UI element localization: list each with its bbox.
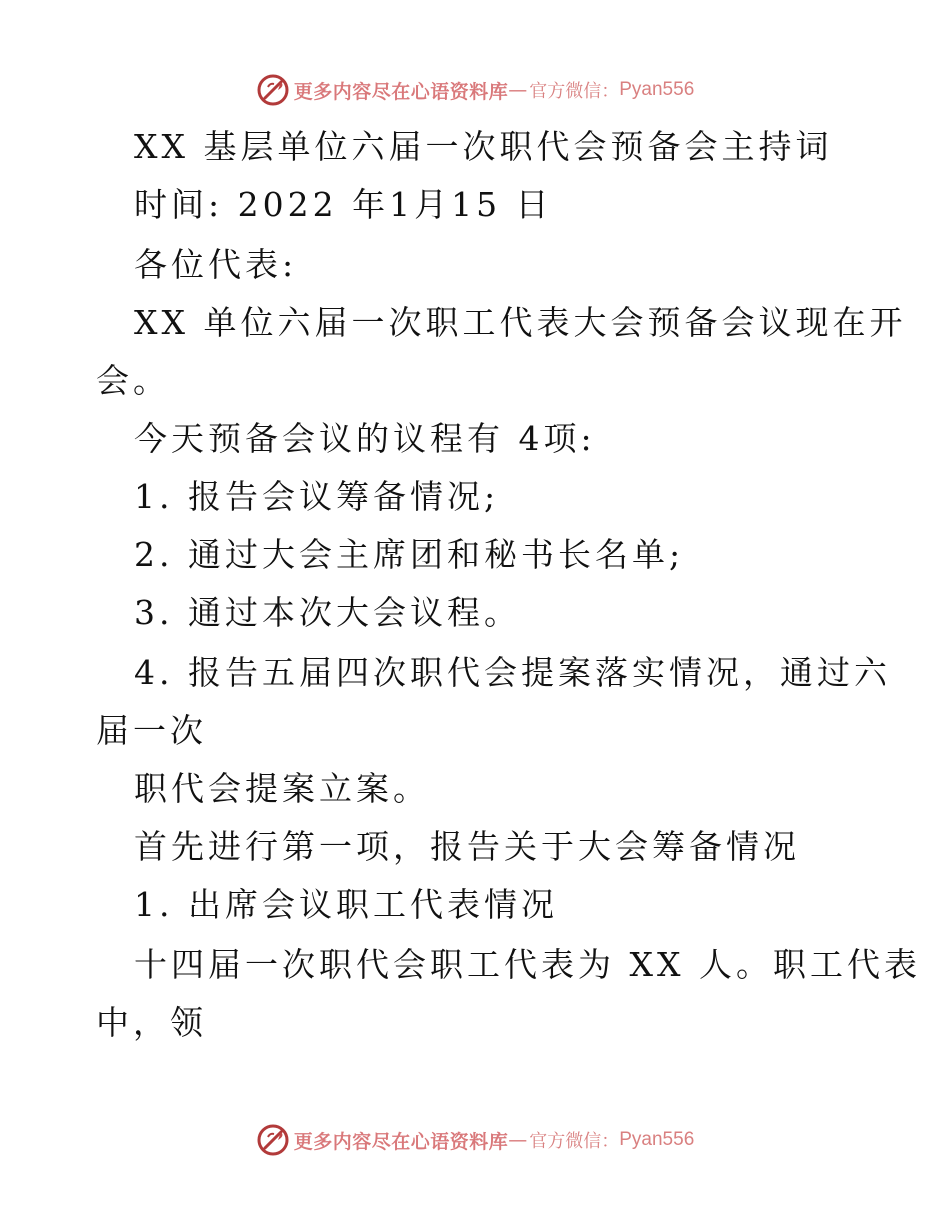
banner-wechat-label: 官方微信： xyxy=(529,1131,620,1152)
agenda-item-continued: 届一次 xyxy=(96,711,207,750)
agenda-item: 1. 报告会议筹备情况; xyxy=(134,477,500,516)
banner-separator: — xyxy=(508,79,528,101)
footer-banner xyxy=(0,1120,950,1160)
salutation: 各位代表: xyxy=(134,245,298,284)
banner-text: 更多内容尽在心语资料库 xyxy=(293,80,509,103)
banner-wechat-label: 官方微信： xyxy=(529,81,620,102)
document-title: XX 基层单位六届一次职代会预备会主持词 xyxy=(134,127,833,166)
agenda-item-continued: 职代会提案立案。 xyxy=(134,769,430,808)
meeting-time: 时间: 2022 年1月15 日 xyxy=(134,185,553,224)
banner-wechat-id: Pyan556 xyxy=(619,1129,695,1150)
quill-seal-logo-icon xyxy=(256,73,290,107)
banner-separator: — xyxy=(508,1129,528,1151)
paragraph-line: 会。 xyxy=(96,361,170,400)
banner-wechat-id: Pyan556 xyxy=(619,79,695,100)
agenda-item: 4. 报告五届四次职代会提案落实情况，通过六 xyxy=(134,653,891,692)
agenda-item: 2. 通过大会主席团和秘书长名单; xyxy=(134,535,685,574)
quill-seal-logo-icon xyxy=(256,1123,290,1157)
paragraph-line: 十四届一次职代会职工代表为 XX 人。职工代表 xyxy=(134,945,921,984)
agenda-item: 3. 通过本次大会议程。 xyxy=(134,593,521,632)
paragraph-line: 首先进行第一项，报告关于大会筹备情况 xyxy=(134,827,800,866)
header-banner xyxy=(0,70,950,110)
paragraph-line: 中，领 xyxy=(96,1003,207,1042)
agenda-intro: 今天预备会议的议程有 4项: xyxy=(134,419,596,458)
section-item: 1. 出席会议职工代表情况 xyxy=(134,885,558,924)
paragraph-line: XX 单位六届一次职工代表大会预备会议现在开 xyxy=(134,303,907,342)
banner-text: 更多内容尽在心语资料库 xyxy=(293,1130,509,1153)
